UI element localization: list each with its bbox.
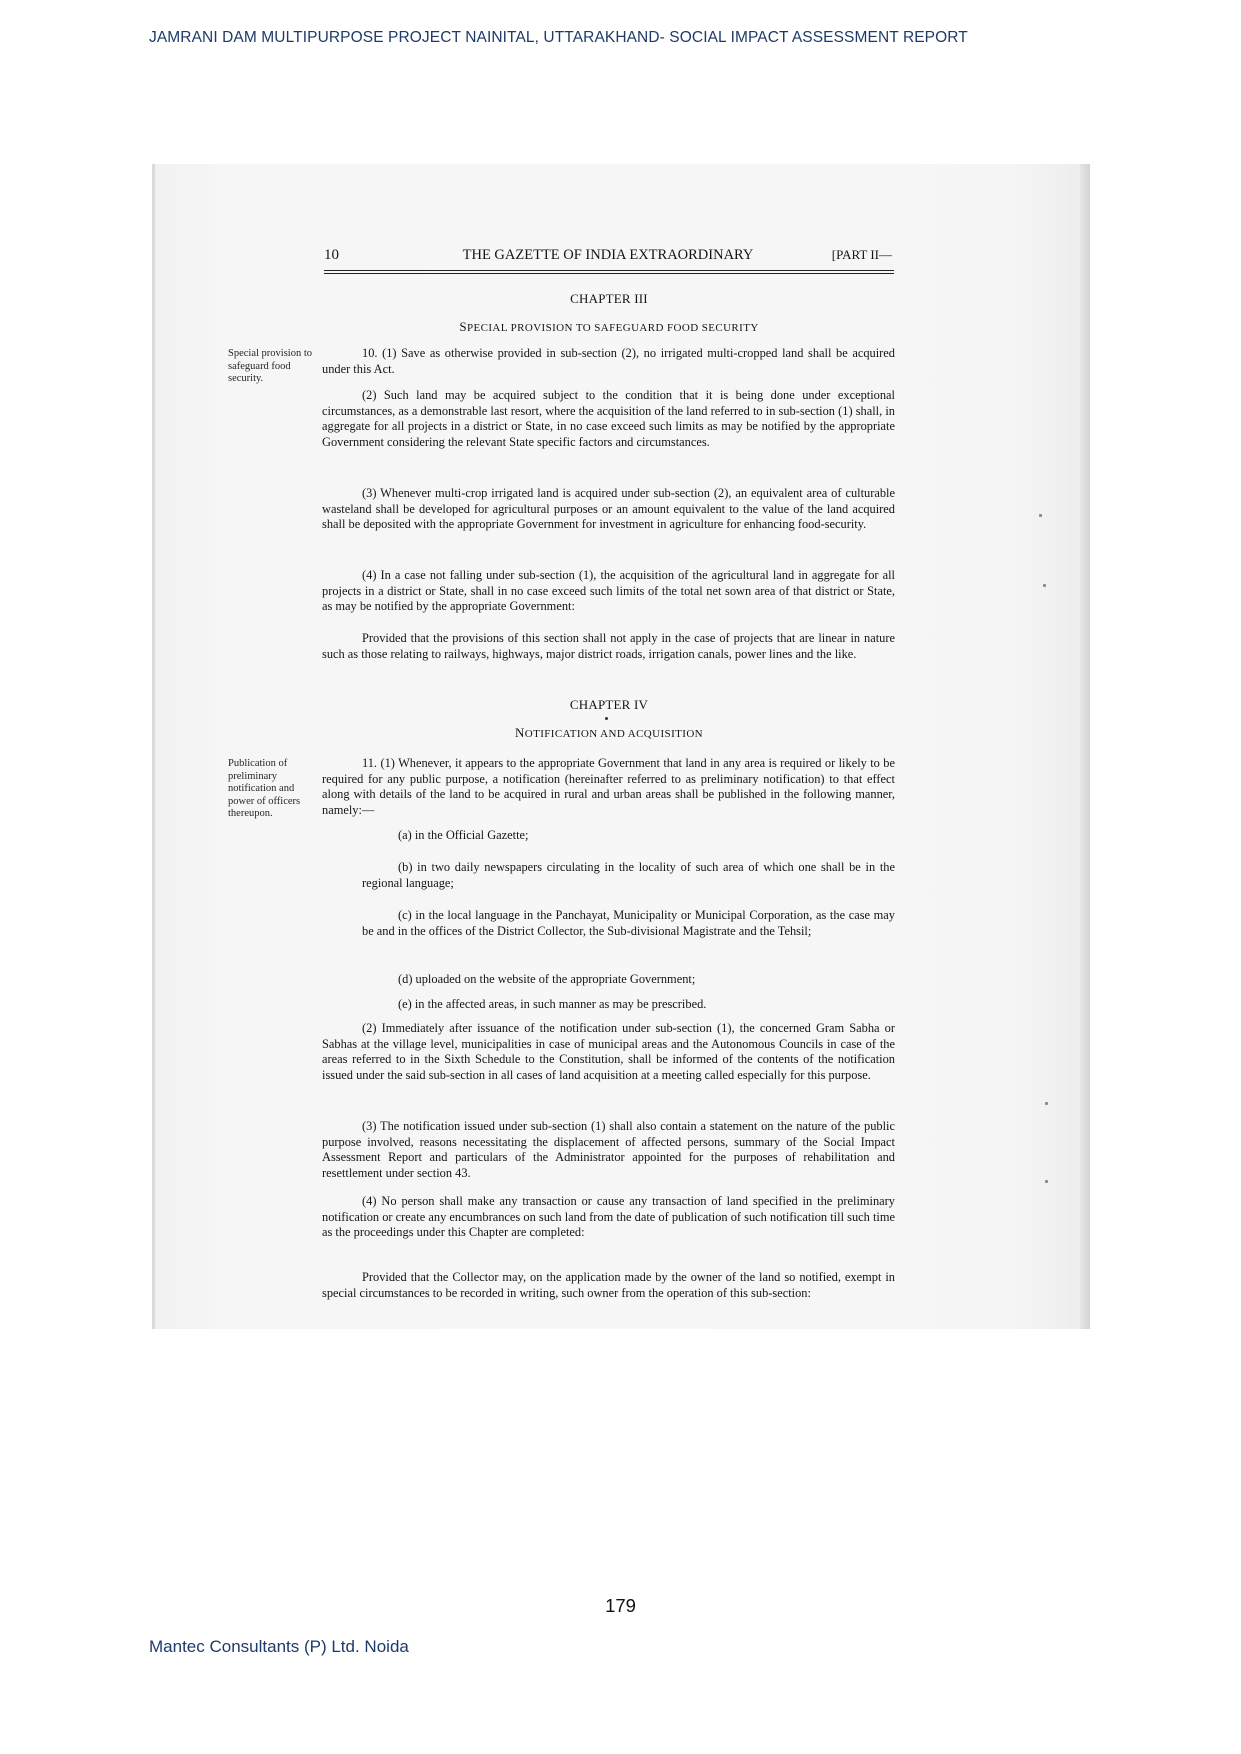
section-10-3: (3) Whenever multi-crop irrigated land is acquired under sub-section (2), an equivalent area of culturable wasteland shall be developed for agricultural purposes or an amount equivalent to the value of the land acquired shall be deposited with the appropriate Government for investment in agriculture for enhancing food-security. (322, 486, 895, 532)
section-11-proviso: Provided that the Collector may, on the application made by the owner of the land so notified, exempt in special circumstances to be recorded in writing, such owner from the operation of this sub-section: (322, 1270, 895, 1300)
clause-c: (c) in the local language in the Panchayat, Municipality or Municipal Corporation, as the case may be and in the offices of the District Collector, the Sub-divisional Magistrate and the Tehsil; (362, 908, 895, 938)
scanned-gazette-page (152, 164, 1090, 1329)
scan-right-edge (1080, 164, 1090, 1329)
chapter-4-title: CHAPTER IV (569, 697, 649, 712)
scan-speck (1045, 1102, 1048, 1105)
clause-d: (d) uploaded on the website of the appropriate Government; (398, 972, 696, 986)
section-10-1: 10. (1) Save as otherwise provided in sub-section (2), no irrigated multi-cropped land shall be acquired under this Act. (322, 346, 895, 376)
section-10-4: (4) In a case not falling under sub-section (1), the acquisition of the agricultural land in aggregate for all projects in a district or State, shall in no case exceed such limits of the total net sown area of that district or State, as may be notified by the appropriate Government: (322, 568, 895, 614)
gazette-running-head (324, 247, 892, 267)
clause-a: (a) in the Official Gazette; (398, 828, 529, 842)
report-header: JAMRANI DAM MULTIPURPOSE PROJECT NAINITAL, UTTARAKHAND- SOCIAL IMPACT ASSESSMENT REPORT (149, 29, 968, 46)
gazette-title: THE GAZETTE OF INDIA EXTRAORDINARY (462, 247, 754, 263)
gazette-page-number: 10 (324, 247, 339, 263)
section-11-1: 11. (1) Whenever, it appears to the appropriate Government that land in any area is required or likely to be required for any public purpose, a notification (hereinafter referred to as preliminary notification) to that effect along with details of the land to be acquired in rural and urban areas shall be published in the following manner, namely:— (322, 756, 895, 818)
section-11-2: (2) Immediately after issuance of the notification under sub-section (1), the concerned Gram Sabha or Sabhas at the village level, municipalities in case of municipal areas and the Autonomous Councils in case of the areas referred to in the Sixth Schedule to the Constitution, shall be informed of the contents of the notification issued under the said sub-section in all cases of land acquisition at a meeting called especially for this purpose. (322, 1021, 895, 1083)
section-11-3: (3) The notification issued under sub-section (1) shall also contain a statement on the nature of the public purpose involved, reasons necessitating the displacement of affected persons, summary of the Social Impact Assessment Report and particulars of the Administrator appointed for the purposes of rehabilitation and resettlement under section 43. (322, 1119, 895, 1181)
header-rule (324, 273, 894, 274)
section-11-4: (4) No person shall make any transaction or cause any transaction of land specified in the preliminary notification or create any encumbrances on such land from the date of publication of such notification till such time as the proceedings under this Chapter are completed: (322, 1194, 895, 1240)
clause-b: (b) in two daily newspapers circulating in the locality of such area of which one shall be in the regional language; (362, 860, 895, 890)
margin-note-section-11: Publication of preliminary notification and power of officers thereupon. (228, 758, 301, 820)
chapter-3-heading: SPECIAL PROVISION TO SAFEGUARD FOOD SECURITY (459, 319, 759, 334)
scan-speck (1043, 584, 1046, 587)
scan-speck (1045, 1180, 1048, 1183)
chapter-4-dot (605, 717, 608, 720)
page-number: 179 (605, 1595, 636, 1616)
clause-e: (e) in the affected areas, in such manner as may be prescribed. (398, 997, 707, 1011)
header-rule (324, 270, 894, 271)
scan-left-edge (152, 164, 155, 1329)
chapter-4-heading: NOTIFICATION AND ACQUISITION (514, 725, 704, 740)
section-10-proviso: Provided that the provisions of this section shall not apply in the case of projects that are linear in nature such as those relating to railways, highways, major district roads, irrigation canals, power lines and the like. (322, 631, 895, 661)
section-10-2: (2) Such land may be acquired subject to the condition that it is being done under exceptional circumstances, as a demonstrable last resort, where the acquisition of the land referred to in sub-section (1) shall, in aggregate for all projects in a district or State, in no case exceed such limits as may be notified by the appropriate Government considering the relevant State specific factors and circumstances. (322, 388, 895, 450)
chapter-3-title: CHAPTER III (570, 291, 648, 306)
margin-note-section-10: Special provision to safeguard food security. (228, 348, 312, 385)
scan-speck (1039, 514, 1042, 517)
gazette-part: [PART II— (831, 247, 892, 262)
report-footer: Mantec Consultants (P) Ltd. Noida (149, 1637, 409, 1656)
